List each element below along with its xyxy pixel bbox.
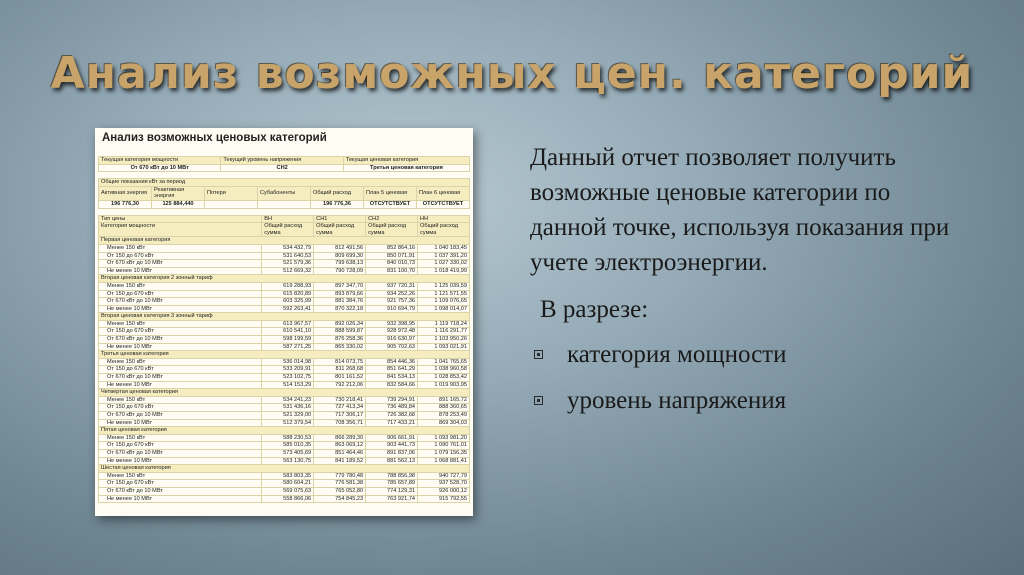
amount-cell: 915 792,55: [418, 495, 470, 503]
amount-cell: 881 562,13: [366, 457, 418, 465]
price-categories-table: [98, 215, 470, 504]
power-category-cell: От 670 кВт до 10 МВт: [99, 260, 262, 268]
price-header-type: Тип цены: [99, 215, 262, 223]
level-header: СН1: [314, 215, 366, 223]
totals-table: [98, 178, 470, 208]
power-category-cell: Менее 150 кВт: [99, 358, 262, 366]
amount-cell: 776 581,38: [314, 480, 366, 488]
power-category-cell: Не менее 10 МВт: [99, 419, 262, 427]
amount-cell: 583 803,35: [262, 472, 314, 480]
table-row: [99, 328, 470, 336]
level-subheader: Общий расход сумма: [418, 223, 470, 237]
amount-cell: 1 125 039,59: [418, 282, 470, 290]
bullet-text: категория мощности: [567, 341, 787, 368]
table-row: [99, 343, 470, 351]
amount-cell: 739 294,91: [366, 396, 418, 404]
amount-cell: 940 727,79: [418, 472, 470, 480]
level-header: СН2: [366, 215, 418, 223]
amount-cell: 926 000,12: [418, 487, 470, 495]
amount-cell: 840 010,73: [366, 260, 418, 268]
current-header: Текущий уровень напряжения: [221, 157, 343, 165]
amount-cell: 801 161,52: [314, 374, 366, 382]
amount-cell: 1 040 183,45: [418, 244, 470, 252]
totals-value: [205, 200, 258, 208]
amount-cell: 779 780,48: [314, 472, 366, 480]
report-document: [95, 128, 473, 505]
amount-cell: 876 258,36: [314, 336, 366, 344]
amount-cell: 610 541,10: [262, 328, 314, 336]
level-subheader: Общий расход сумма: [366, 223, 418, 237]
report-screenshot: [95, 128, 473, 516]
table-row: [99, 366, 470, 374]
power-category-cell: Не менее 10 МВт: [99, 343, 262, 351]
totals-header: Потери: [205, 186, 258, 200]
amount-cell: 888 599,87: [314, 328, 366, 336]
amount-cell: 812 491,56: [314, 244, 366, 252]
table-row: [99, 252, 470, 260]
table-row: [99, 305, 470, 313]
amount-cell: 531 436,16: [262, 404, 314, 412]
power-category-cell: От 670 кВт до 10 МВт: [99, 374, 262, 382]
amount-cell: 1 090 761,01: [418, 442, 470, 450]
amount-cell: 903 441,73: [366, 442, 418, 450]
group-row: [99, 237, 470, 245]
power-category-cell: Менее 150 кВт: [99, 396, 262, 404]
table-row: [99, 480, 470, 488]
report-title: Анализ возможных ценовых категорий: [102, 132, 327, 144]
amount-cell: 580 604,21: [262, 480, 314, 488]
amount-cell: 850 071,91: [366, 252, 418, 260]
amount-cell: 534 241,23: [262, 396, 314, 404]
power-category-cell: От 150 до 670 кВт: [99, 290, 262, 298]
amount-cell: 736 489,84: [366, 404, 418, 412]
group-row: [99, 389, 470, 397]
amount-cell: 841 534,13: [366, 374, 418, 382]
amount-cell: 785 657,89: [366, 480, 418, 488]
amount-cell: 888 360,65: [418, 404, 470, 412]
amount-cell: 592 263,41: [262, 305, 314, 313]
intro-paragraph: Данный отчет позволяет получить возможные ценовые категории по данной точке, используя показания при учете электроэнергии.: [530, 144, 950, 276]
amount-cell: 865 330,02: [314, 343, 366, 351]
amount-cell: 932 398,95: [366, 320, 418, 328]
table-row: [99, 260, 470, 268]
power-category-cell: Менее 150 кВт: [99, 244, 262, 252]
amount-cell: 573 405,69: [262, 449, 314, 457]
current-header: Текущая ценовая категория: [343, 157, 469, 165]
totals-value: [258, 200, 311, 208]
amount-cell: 514 153,29: [262, 381, 314, 389]
group-row: [99, 427, 470, 435]
table-row: [99, 442, 470, 450]
power-category-cell: Менее 150 кВт: [99, 472, 262, 480]
amount-cell: 928 972,48: [366, 328, 418, 336]
power-category-cell: Менее 150 кВт: [99, 282, 262, 290]
totals-header: Реактивная энергия: [152, 186, 205, 200]
slide-title: Анализ возможных цен. категорий: [50, 48, 974, 99]
amount-cell: 851 641,29: [366, 366, 418, 374]
table-row: [99, 404, 470, 412]
amount-cell: 1 119 718,24: [418, 320, 470, 328]
amount-cell: 754 845,23: [314, 495, 366, 503]
totals-caption: Общие показания кВт за период: [99, 179, 470, 187]
table-row: [99, 244, 470, 252]
amount-cell: 512 379,54: [262, 419, 314, 427]
amount-cell: 881 384,76: [314, 298, 366, 306]
level-subheader: Общий расход сумма: [262, 223, 314, 237]
amount-cell: 765 052,80: [314, 487, 366, 495]
amount-cell: 774 129,31: [366, 487, 418, 495]
power-category-cell: От 150 до 670 кВт: [99, 442, 262, 450]
group-name: Четвертая ценовая категория: [99, 389, 470, 397]
table-row: [99, 282, 470, 290]
amount-cell: 934 252,26: [366, 290, 418, 298]
power-category-cell: От 670 кВт до 10 МВт: [99, 298, 262, 306]
amount-cell: 558 866,06: [262, 495, 314, 503]
amount-cell: 1 079 156,35: [418, 449, 470, 457]
amount-cell: 727 413,34: [314, 404, 366, 412]
amount-cell: 1 018 419,99: [418, 267, 470, 275]
amount-cell: 852 864,16: [366, 244, 418, 252]
square-bullet-icon: [534, 350, 543, 359]
table-row: [99, 472, 470, 480]
current-category-table: [98, 156, 470, 172]
amount-cell: 790 728,09: [314, 267, 366, 275]
totals-value: 125 884,440: [152, 200, 205, 208]
amount-cell: 811 268,68: [314, 366, 366, 374]
power-category-cell: От 670 кВт до 10 МВт: [99, 487, 262, 495]
amount-cell: 1 027 330,02: [418, 260, 470, 268]
power-category-cell: Не менее 10 МВт: [99, 495, 262, 503]
amount-cell: 615 820,89: [262, 290, 314, 298]
table-row: [99, 298, 470, 306]
table-row: [99, 267, 470, 275]
table-row: [99, 495, 470, 503]
table-row: [99, 487, 470, 495]
price-table-body: [99, 237, 470, 503]
power-category-cell: Менее 150 кВт: [99, 320, 262, 328]
subhead: В разрезе:: [540, 296, 649, 323]
amount-cell: 893 879,66: [314, 290, 366, 298]
amount-cell: 799 638,13: [314, 260, 366, 268]
amount-cell: 1 019 903,95: [418, 381, 470, 389]
amount-cell: 569 075,63: [262, 487, 314, 495]
group-row: [99, 351, 470, 359]
amount-cell: 832 584,66: [366, 381, 418, 389]
group-name: Пятая ценовая категория: [99, 427, 470, 435]
table-row: [99, 449, 470, 457]
amount-cell: 891 837,06: [366, 449, 418, 457]
totals-value: 196 776,36: [311, 200, 364, 208]
amount-cell: 870 322,18: [314, 305, 366, 313]
power-category-cell: От 670 кВт до 10 МВт: [99, 412, 262, 420]
totals-header: План 5 ценовая: [364, 186, 417, 200]
amount-cell: 1 121 571,55: [418, 290, 470, 298]
amount-cell: 897 347,70: [314, 282, 366, 290]
level-header: ВН: [262, 215, 314, 223]
power-category-cell: От 150 до 670 кВт: [99, 252, 262, 260]
table-row: [99, 290, 470, 298]
group-name: Шестая ценовая категория: [99, 465, 470, 473]
amount-cell: 708 356,71: [314, 419, 366, 427]
amount-cell: 905 702,63: [366, 343, 418, 351]
power-category-cell: Не менее 10 МВт: [99, 381, 262, 389]
amount-cell: 512 669,32: [262, 267, 314, 275]
amount-cell: 1 038 960,58: [418, 366, 470, 374]
table-row: [99, 457, 470, 465]
amount-cell: 841 189,52: [314, 457, 366, 465]
level-header: НН: [418, 215, 470, 223]
amount-cell: 523 102,75: [262, 374, 314, 382]
totals-header: Активная энергия: [99, 186, 152, 200]
amount-cell: 863 069,12: [314, 442, 366, 450]
amount-cell: 531 640,53: [262, 252, 314, 260]
price-header-category: Категория мощности: [99, 223, 262, 237]
amount-cell: 831 100,70: [366, 267, 418, 275]
amount-cell: 587 271,25: [262, 343, 314, 351]
current-header: Текущая категория мощности: [99, 157, 221, 165]
bullet-text: уровень напряжения: [567, 387, 787, 414]
amount-cell: 788 856,98: [366, 472, 418, 480]
amount-cell: 792 212,06: [314, 381, 366, 389]
totals-header: План 6 ценовая: [417, 186, 470, 200]
totals-value: ОТСУТСТВУЕТ: [417, 200, 470, 208]
power-category-cell: От 150 до 670 кВт: [99, 366, 262, 374]
amount-cell: 717 433,21: [366, 419, 418, 427]
totals-header: Общий расход: [311, 186, 364, 200]
amount-cell: 869 304,03: [418, 419, 470, 427]
slide-text: [528, 140, 968, 429]
amount-cell: 866 289,30: [314, 434, 366, 442]
amount-cell: 1 041 765,65: [418, 358, 470, 366]
bullet-item: [528, 383, 968, 418]
amount-cell: 878 253,49: [418, 412, 470, 420]
amount-cell: 1 109 076,65: [418, 298, 470, 306]
bullet-item: [528, 337, 968, 372]
current-value: От 670 кВт до 10 МВт: [99, 164, 221, 172]
amount-cell: 1 028 853,42: [418, 374, 470, 382]
amount-cell: 563 130,75: [262, 457, 314, 465]
current-value: Третья ценовая категория: [343, 164, 469, 172]
amount-cell: 916 630,97: [366, 336, 418, 344]
group-row: [99, 275, 470, 283]
amount-cell: 585 010,35: [262, 442, 314, 450]
table-row: [99, 320, 470, 328]
totals-header: Субабоненты: [258, 186, 311, 200]
table-row: [99, 381, 470, 389]
group-name: Вторая ценовая категория 3 зонный тариф: [99, 313, 470, 321]
power-category-cell: Не менее 10 МВт: [99, 267, 262, 275]
amount-cell: 763 921,74: [366, 495, 418, 503]
power-category-cell: Не менее 10 МВт: [99, 305, 262, 313]
table-row: [99, 419, 470, 427]
amount-cell: 1 093 021,91: [418, 343, 470, 351]
power-category-cell: От 150 до 670 кВт: [99, 404, 262, 412]
amount-cell: 1 103 950,26: [418, 336, 470, 344]
amount-cell: 521 579,36: [262, 260, 314, 268]
amount-cell: 726 382,68: [366, 412, 418, 420]
table-row: [99, 412, 470, 420]
table-row: [99, 434, 470, 442]
amount-cell: 1 068 881,41: [418, 457, 470, 465]
table-row: [99, 358, 470, 366]
square-bullet-icon: [534, 396, 543, 405]
amount-cell: 910 694,79: [366, 305, 418, 313]
power-category-cell: Не менее 10 МВт: [99, 457, 262, 465]
totals-value: 196 776,30: [99, 200, 152, 208]
amount-cell: 809 699,30: [314, 252, 366, 260]
amount-cell: 1 116 291,77: [418, 328, 470, 336]
amount-cell: 937 528,70: [418, 480, 470, 488]
amount-cell: 854 446,36: [366, 358, 418, 366]
power-category-cell: От 150 до 670 кВт: [99, 480, 262, 488]
amount-cell: 588 230,53: [262, 434, 314, 442]
current-value: СН2: [221, 164, 343, 172]
power-category-cell: От 670 кВт до 10 МВт: [99, 449, 262, 457]
amount-cell: 536 014,98: [262, 358, 314, 366]
group-name: Первая ценовая категория: [99, 237, 470, 245]
amount-cell: 730 218,41: [314, 396, 366, 404]
totals-value: ОТСУТСТВУЕТ: [364, 200, 417, 208]
amount-cell: 717 306,17: [314, 412, 366, 420]
amount-cell: 619 288,93: [262, 282, 314, 290]
amount-cell: 1 037 391,20: [418, 252, 470, 260]
power-category-cell: Менее 150 кВт: [99, 434, 262, 442]
amount-cell: 613 967,57: [262, 320, 314, 328]
power-category-cell: От 670 кВт до 10 МВт: [99, 336, 262, 344]
amount-cell: 598 199,59: [262, 336, 314, 344]
amount-cell: 937 720,31: [366, 282, 418, 290]
amount-cell: 891 165,72: [418, 396, 470, 404]
amount-cell: 921 757,36: [366, 298, 418, 306]
amount-cell: 814 073,75: [314, 358, 366, 366]
amount-cell: 906 661,91: [366, 434, 418, 442]
group-row: [99, 313, 470, 321]
table-row: [99, 396, 470, 404]
amount-cell: 1 098 014,07: [418, 305, 470, 313]
amount-cell: 851 464,46: [314, 449, 366, 457]
group-row: [99, 465, 470, 473]
group-name: Вторая ценовая категория 2 зонный тариф: [99, 275, 470, 283]
table-row: [99, 374, 470, 382]
group-name: Третья ценовая категория: [99, 351, 470, 359]
amount-cell: 521 329,00: [262, 412, 314, 420]
amount-cell: 603 325,99: [262, 298, 314, 306]
amount-cell: 1 093 981,20: [418, 434, 470, 442]
power-category-cell: От 150 до 670 кВт: [99, 328, 262, 336]
level-subheader: Общий расход сумма: [314, 223, 366, 237]
amount-cell: 892 026,34: [314, 320, 366, 328]
amount-cell: 533 209,91: [262, 366, 314, 374]
table-row: [99, 336, 470, 344]
amount-cell: 534 432,79: [262, 244, 314, 252]
